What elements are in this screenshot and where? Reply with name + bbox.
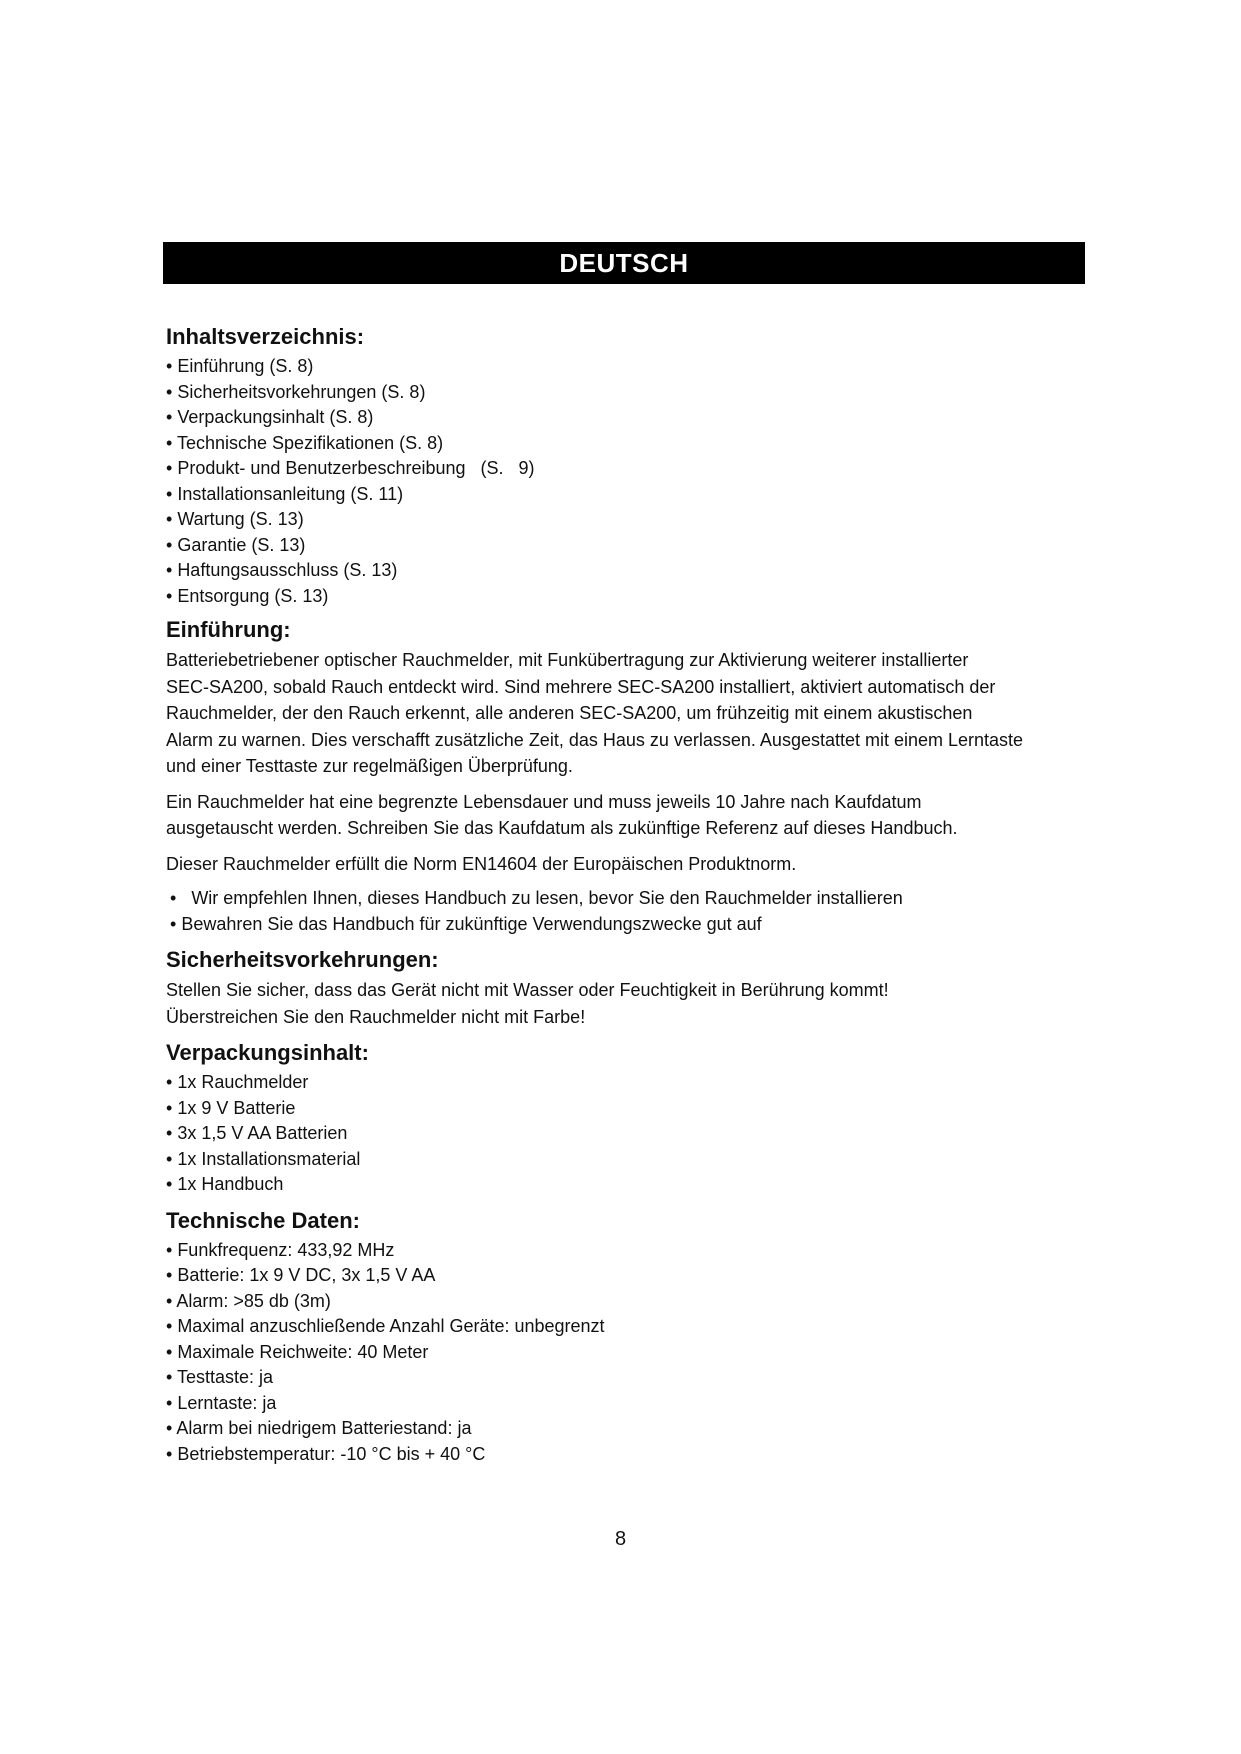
package-list: [166, 1070, 1086, 1198]
specs-section: [166, 1204, 1086, 1468]
spec-item: • Testtaste: ja: [166, 1365, 1086, 1391]
intro-heading: Einführung:: [166, 617, 291, 642]
package-heading: Verpackungsinhalt:: [166, 1040, 369, 1065]
package-item: • 3x 1,5 V AA Batterien: [166, 1121, 1086, 1147]
package-item: • 1x Installationsmaterial: [166, 1147, 1086, 1173]
spec-item: • Alarm: >85 db (3m): [166, 1289, 1086, 1315]
safety-text: [166, 977, 1086, 1030]
spec-item: • Alarm bei niedrigem Batteriestand: ja: [166, 1416, 1086, 1442]
intro-line: Batteriebetriebener optischer Rauchmelder, mit Funkübertragung zur Aktivierung weiterer installierter: [166, 650, 969, 670]
recommendation-item: • Wir empfehlen Ihnen, dieses Handbuch zu lesen, bevor Sie den Rauchmelder installieren: [166, 886, 1086, 912]
spec-item: • Maximal anzuschließende Anzahl Geräte: unbegrenzt: [166, 1314, 1086, 1340]
package-item: • 1x Handbuch: [166, 1172, 1086, 1198]
intro-line: Rauchmelder, der den Rauch erkennt, alle anderen SEC-SA200, um frühzeitig mit einem akustischen: [166, 703, 973, 723]
recommendation-item: • Bewahren Sie das Handbuch für zukünftige Verwendungszwecke gut auf: [166, 912, 1086, 938]
intro-line: Ein Rauchmelder hat eine begrenzte Lebensdauer und muss jeweils 10 Jahre nach Kaufdatum: [166, 791, 922, 812]
intro-line: Alarm zu warnen. Dies verschafft zusätzliche Zeit, das Haus zu verlassen. Ausgestattet mit einem Lerntaste: [166, 729, 1024, 750]
recommendation-list: [166, 886, 1086, 937]
toc-item: • Entsorgung (S. 13): [166, 584, 1086, 610]
intro-paragraph-1: [166, 647, 1086, 780]
spec-item: • Batterie: 1x 9 V DC, 3x 1,5 V AA: [166, 1263, 1086, 1289]
toc-item: • Einführung (S. 8): [166, 354, 1086, 380]
specs-list: [166, 1238, 1086, 1468]
intro-line: SEC-SA200, sobald Rauch entdeckt wird. Sind mehrere SEC-SA200 installiert, aktiviert automatisch der: [166, 676, 996, 697]
toc-item: • Verpackungsinhalt (S. 8): [166, 405, 1086, 431]
spec-item: • Lerntaste: ja: [166, 1391, 1086, 1417]
intro-line: ausgetauscht werden. Schreiben Sie das Kaufdatum als zukünftige Referenz auf dieses Handbuch.: [166, 818, 958, 838]
intro-paragraph-3: Dieser Rauchmelder erfüllt die Norm EN14604 der Europäischen Produktnorm.: [166, 853, 797, 874]
spec-item: • Maximale Reichweite: 40 Meter: [166, 1340, 1086, 1366]
toc-list: [166, 354, 1086, 609]
package-item: • 1x 9 V Batterie: [166, 1096, 1086, 1122]
toc-item: • Sicherheitsvorkehrungen (S. 8): [166, 380, 1086, 406]
toc-item: • Wartung (S. 13): [166, 507, 1086, 533]
toc-item: • Garantie (S. 13): [166, 533, 1086, 559]
spec-item: • Betriebstemperatur: -10 °C bis + 40 °C: [166, 1442, 1086, 1468]
toc-heading: Inhaltsverzeichnis:: [166, 324, 365, 349]
page-content: [166, 320, 1086, 1467]
safety-section: [166, 943, 1086, 1030]
toc-section: [166, 320, 1086, 609]
spec-item: • Funkfrequenz: 433,92 MHz: [166, 1238, 1086, 1264]
package-section: [166, 1036, 1086, 1198]
intro-line: und einer Testtaste zur regelmäßigen Überprüfung.: [166, 756, 573, 776]
toc-item: • Installationsanleitung (S. 11): [166, 482, 1086, 508]
package-item: • 1x Rauchmelder: [166, 1070, 1086, 1096]
intro-section: [166, 613, 1086, 937]
safety-line: Überstreichen Sie den Rauchmelder nicht mit Farbe!: [166, 1006, 586, 1027]
language-banner: DEUTSCH: [163, 242, 1085, 284]
safety-line: Stellen Sie sicher, dass das Gerät nicht mit Wasser oder Feuchtigkeit in Berührung kommt!: [166, 980, 889, 1000]
specs-heading: Technische Daten:: [166, 1207, 360, 1233]
page-number: 8: [614, 1528, 627, 1550]
safety-heading: Sicherheitsvorkehrungen:: [166, 947, 439, 972]
toc-item: • Technische Spezifikationen (S. 8): [166, 431, 1086, 457]
intro-paragraph-2: [166, 789, 1086, 842]
toc-item: • Produkt- und Benutzerbeschreibung (S. 9): [166, 456, 1086, 482]
toc-item: • Haftungsausschluss (S. 13): [166, 558, 1086, 584]
